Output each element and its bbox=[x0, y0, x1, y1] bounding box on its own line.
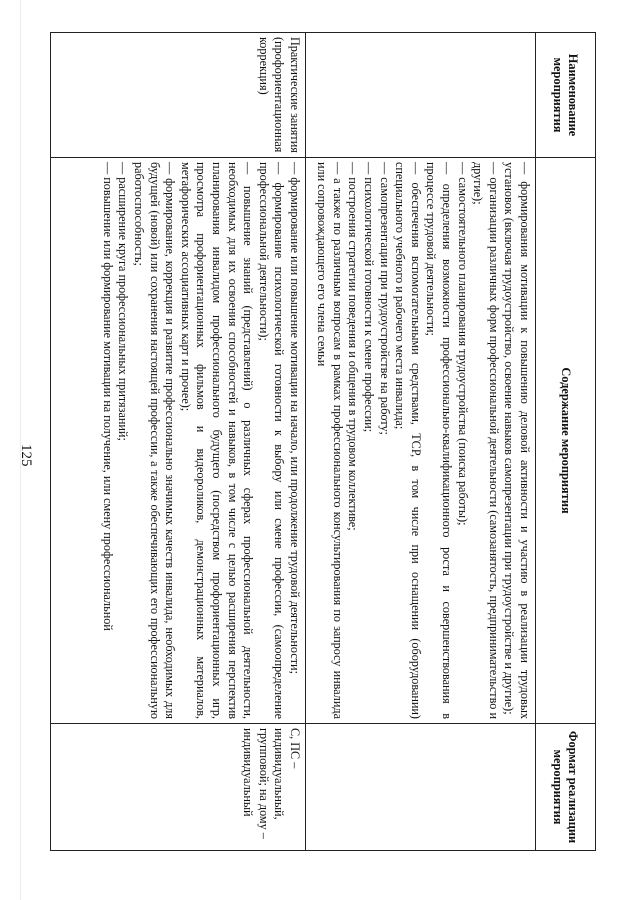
list-item: — определения возможности профессионально-квалификационного роста и совершенствования в процессе трудовой деятельности; bbox=[424, 162, 455, 719]
measures-table bbox=[50, 32, 596, 851]
list-item: — повышение или формирование мотивации на получение, или смену профессиональной bbox=[100, 162, 115, 631]
row-format-cell: С, ПС – индивидуальный, групповой; на дому – индивидуальный bbox=[51, 724, 306, 851]
table-header-row bbox=[536, 33, 596, 851]
table-row bbox=[306, 33, 536, 851]
list-item: — обеспечения вспомогательными средствами, ТСР, в том числе при оснащении (оборудовании) специального учебного и рабочего места инвалида; bbox=[393, 162, 423, 719]
rotated-page bbox=[50, 32, 596, 850]
list-item: — формирование, коррекция и развитие профессионально значимых качеств инвалида, необходимых для будущей (новой) или сохранения настоящей профессии, а также обеспечивающих его профессиональную работоспособность; bbox=[132, 162, 178, 719]
list-item: — организации различных форм профессиональной деятельности (самозанятость, предпринимательство и другие); bbox=[471, 162, 501, 719]
list-item: — а также по различным вопросам в рамках профессионального консультирования по запросу инвалида или сопровождающего его члена семьи bbox=[315, 162, 345, 719]
list-item: — расширение круга профессиональных притязаний; bbox=[116, 162, 131, 441]
header-name: Наименование мероприятия bbox=[536, 33, 596, 158]
list-item: — формирование или повышение мотивации на начало, или продолжение трудовой деятельности; bbox=[288, 162, 302, 674]
row-name-cell bbox=[306, 33, 536, 158]
list-item: — самостоятельного планирования трудоустройства (поиска работы); bbox=[455, 162, 470, 526]
header-format: Формат реализации мероприятия bbox=[536, 724, 596, 851]
list-item: — психологической готовности к смене профессии; bbox=[362, 162, 377, 433]
list-item: — построения стратегии поведения и общения в трудовом коллективе; bbox=[346, 162, 361, 531]
header-content: Содержание мероприятия bbox=[536, 158, 596, 724]
list-item: — повышение знаний (представлений) о различных сферах профессиональной деятельности, необходимых для их освоения способностей и навыков, в том числе с целью расширения перспектив планирования инвалидом профессионального будущего (посредством профориентационных игр, просмотра профориентационных фильмов и видеороликов, демонстрационных материалов, метафорических ассоциативных карт и прочее); bbox=[178, 162, 256, 719]
row-content-cell bbox=[306, 158, 536, 724]
list-item: — формирования мотивации к повышению деловой активности и участию в реализации трудовых установок (включая трудоустройство, освоение навыков самопрезентации при трудоустройстве и другие); bbox=[502, 162, 532, 719]
page-number: 125 bbox=[18, 444, 34, 467]
row-content-cell bbox=[51, 158, 306, 724]
table-row bbox=[51, 33, 306, 851]
row-format-cell bbox=[306, 724, 536, 851]
row-name-cell: Практические занятия (профориентационная коррекция) bbox=[51, 33, 306, 158]
list-item: — самопрезентации при трудоустройстве на работу; bbox=[377, 162, 392, 435]
list-item: — формирование психологической готовности к выбору или смене профессии, (самоопределение профессиональной деятельности); bbox=[256, 162, 287, 719]
